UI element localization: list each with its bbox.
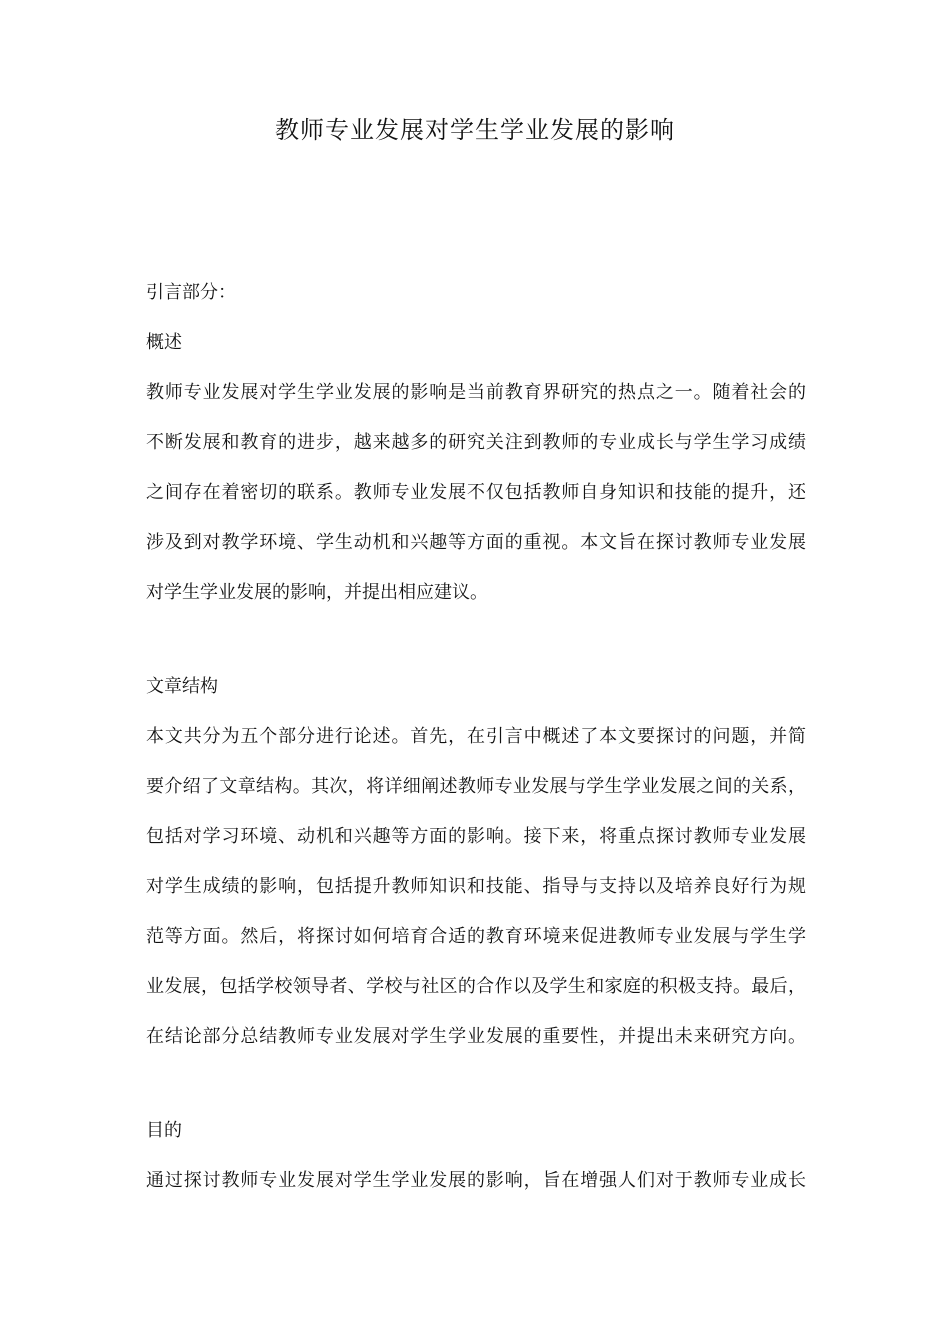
structure-paragraph: [146, 712, 806, 1062]
paragraph-line: 教师专业发展对学生学业发展的影响是当前教育界研究的热点之一。随着社会的: [146, 382, 806, 403]
paragraph-line: 包括对学习环境、动机和兴趣等方面的影响。接下来，将重点探讨教师专业发展: [146, 826, 806, 847]
paragraph-line: 之间存在着密切的联系。教师专业发展不仅包括教师自身知识和技能的提升，还: [146, 482, 806, 503]
overview-heading: 概述: [146, 332, 182, 353]
paragraph-line: 对学生成绩的影响，包括提升教师知识和技能、指导与支持以及培养良好行为规: [146, 876, 806, 897]
paragraph-line: 本文共分为五个部分进行论述。首先，在引言中概述了本文要探讨的问题，并简: [146, 726, 806, 747]
paragraph-line: 范等方面。然后，将探讨如何培育合适的教育环境来促进教师专业发展与学生学: [146, 926, 806, 947]
document-body: [146, 268, 806, 1206]
paragraph-line: 涉及到对教学环境、学生动机和兴趣等方面的重视。本文旨在探讨教师专业发展: [146, 532, 806, 553]
section-spacer: [146, 1062, 806, 1106]
paragraph-line: 通过探讨教师专业发展对学生学业发展的影响，旨在增强人们对于教师专业成长: [146, 1170, 806, 1191]
purpose-heading: 目的: [146, 1120, 182, 1141]
document-title: 教师专业发展对学生学业发展的影响: [275, 116, 675, 144]
paragraph-line: 在结论部分总结教师专业发展对学生学业发展的重要性，并提出未来研究方向。: [146, 1026, 806, 1047]
paragraph-line: 不断发展和教育的进步，越来越多的研究关注到教师的专业成长与学生学习成绩: [146, 432, 806, 453]
intro-label: 引言部分：: [146, 282, 236, 303]
overview-paragraph: [146, 368, 806, 618]
paragraph-line: 业发展，包括学校领导者、学校与社区的合作以及学生和家庭的积极支持。最后，: [146, 976, 806, 997]
structure-heading: 文章结构: [146, 676, 218, 697]
purpose-paragraph: [146, 1156, 806, 1206]
paragraph-line: 对学生学业发展的影响，并提出相应建议。: [146, 582, 488, 603]
section-spacer: [146, 618, 806, 662]
paragraph-line: 要介绍了文章结构。其次，将详细阐述教师专业发展与学生学业发展之间的关系，: [146, 776, 806, 797]
